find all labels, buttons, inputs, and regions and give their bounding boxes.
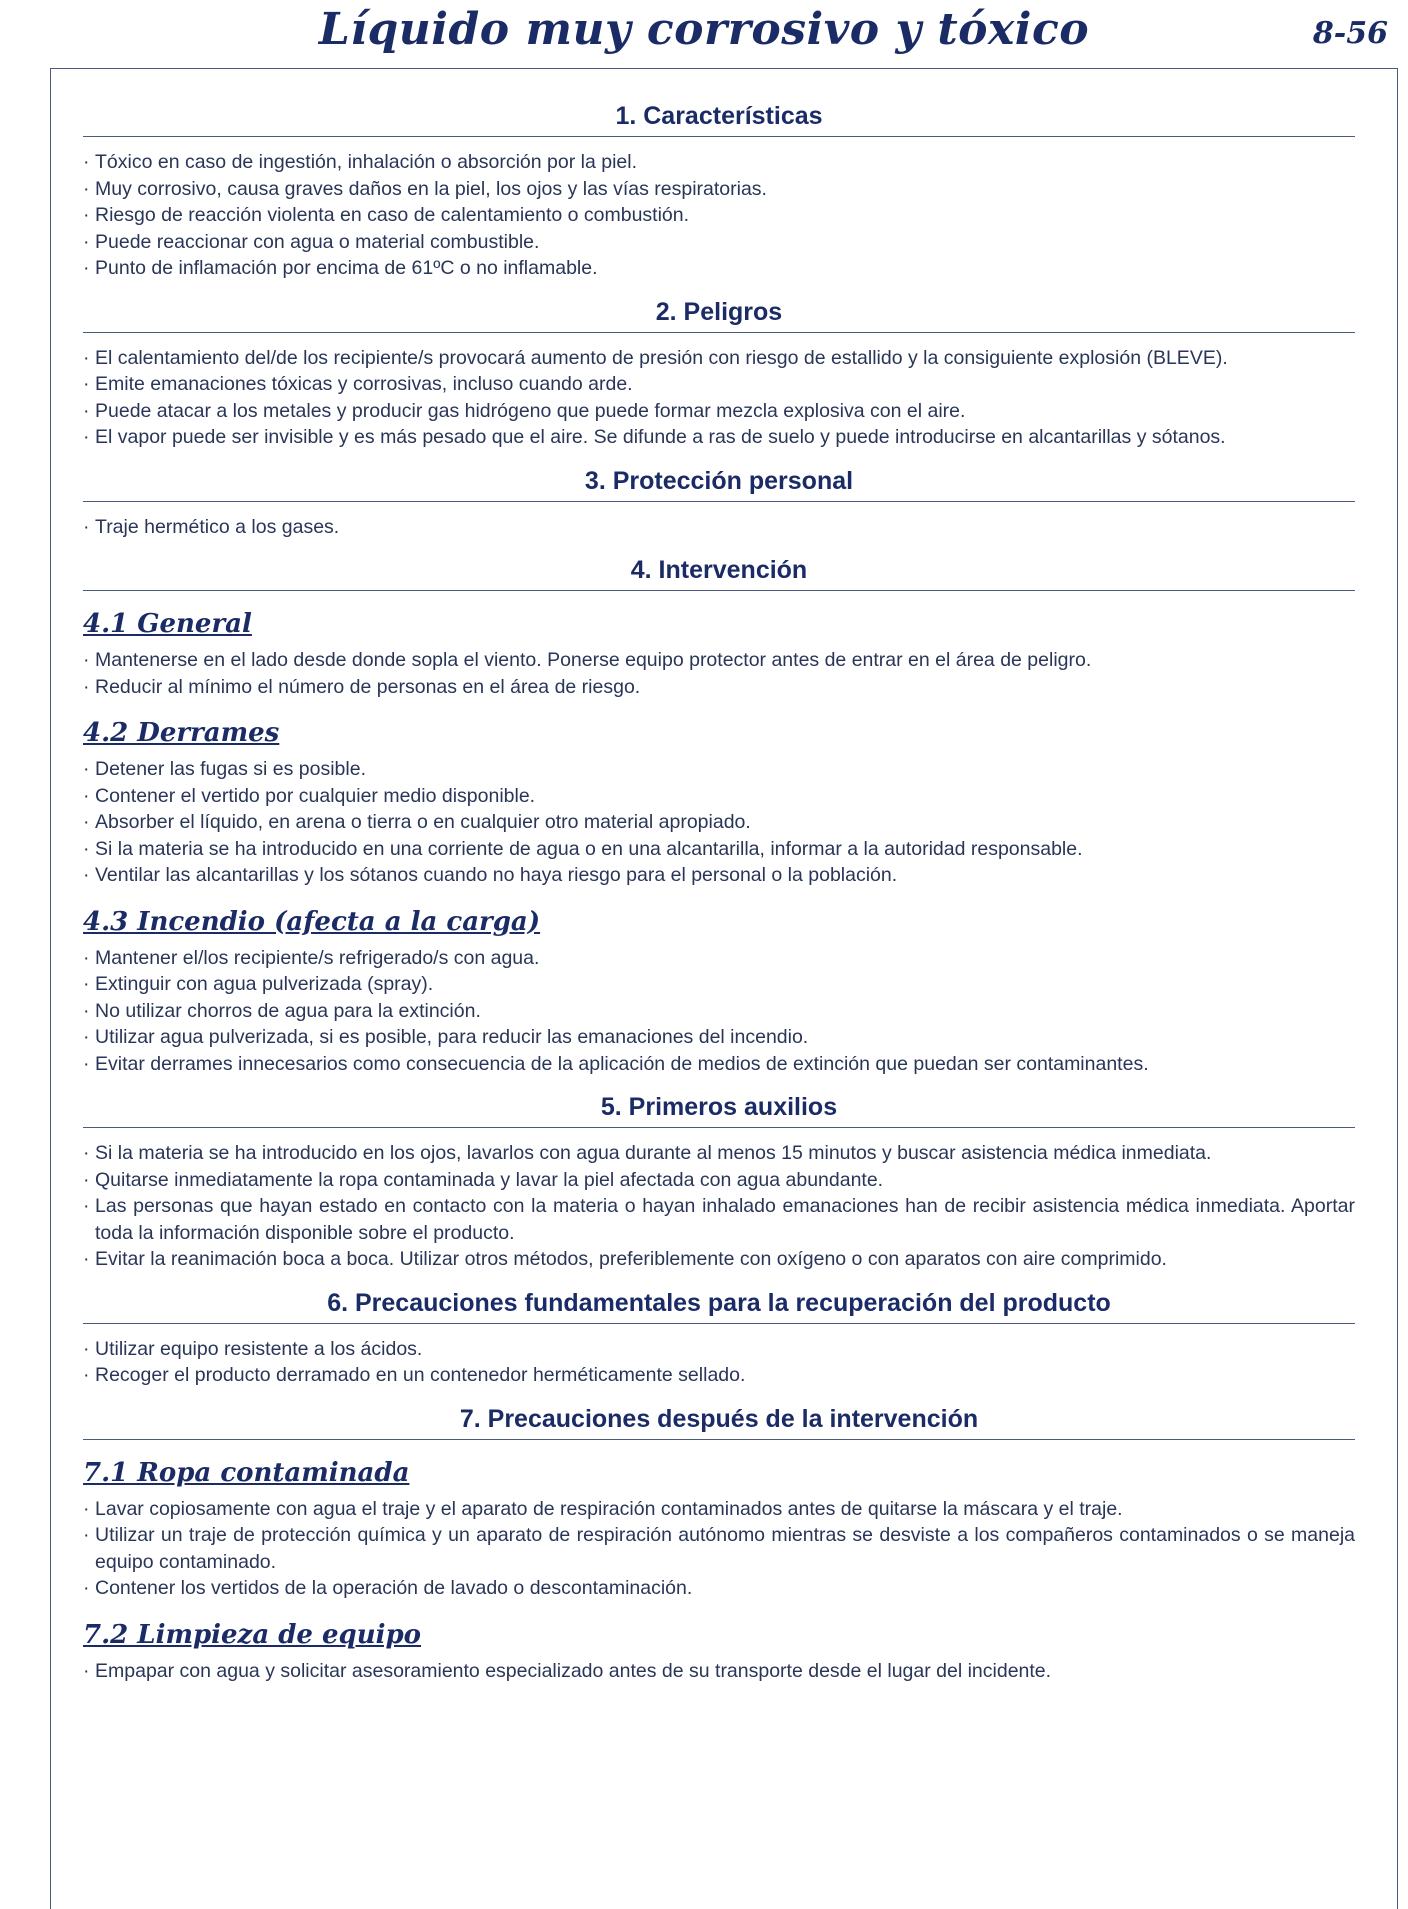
item-list [83,945,1355,1078]
list-item: · Empapar con agua y solicitar asesoramiento especializado antes de su transporte desde el lugar del incidente. [83,1658,1355,1685]
list-item: · Lavar copiosamente con agua el traje y el aparato de respiración contaminados antes de quitarse la máscara y el traje. [83,1496,1355,1523]
section-heading: 5. Primeros auxilios [83,1087,1355,1128]
list-item: · Extinguir con agua pulverizada (spray). [83,971,1355,998]
list-item: · Utilizar un traje de protección química y un aparato de respiración autónomo mientras se desviste a los compañeros contaminados o se maneja equipo contaminado. [83,1522,1355,1575]
content-area [83,96,1355,1694]
list-item: · Reducir al mínimo el número de personas en el área de riesgo. [83,674,1355,701]
page-number: 8-56 [1312,16,1388,51]
section-heading: 6. Precauciones fundamentales para la recuperación del producto [83,1283,1355,1324]
section-intervencion [83,550,1355,1077]
item-list [83,1658,1355,1685]
list-item: · Contener los vertidos de la operación de lavado o descontaminación. [83,1575,1355,1602]
section-heading: 2. Peligros [83,292,1355,333]
item-list [83,1496,1355,1602]
list-item: · Si la materia se ha introducido en los ojos, lavarlos con agua durante al menos 15 minutos y buscar asistencia médica inmediata. [83,1140,1355,1167]
section-heading: 3. Protección personal [83,461,1355,502]
section-caracteristicas [83,96,1355,282]
item-list [83,1336,1355,1389]
list-item: · Emite emanaciones tóxicas y corrosivas, incluso cuando arde. [83,371,1355,398]
list-item: · Absorber el líquido, en arena o tierra o en cualquier otro material apropiado. [83,809,1355,836]
subsection-heading-ropa: 7.1 Ropa contaminada [83,1457,410,1488]
subsection-heading-incendio: 4.3 Incendio (afecta a la carga) [83,906,541,937]
list-item: · Puede atacar a los metales y producir gas hidrógeno que puede formar mezcla explosiva con el aire. [83,398,1355,425]
list-item: · Tóxico en caso de ingestión, inhalación o absorción por la piel. [83,149,1355,176]
item-list [83,149,1355,282]
list-item: · Evitar la reanimación boca a boca. Utilizar otros métodos, preferiblemente con oxígeno o con aparatos con aire comprimido. [83,1246,1355,1273]
list-item: · Utilizar equipo resistente a los ácidos. [83,1336,1355,1363]
section-proteccion-personal [83,461,1355,541]
list-item: · Ventilar las alcantarillas y los sótanos cuando no haya riesgo para el personal o la población. [83,862,1355,889]
item-list [83,514,1355,541]
list-item: · Punto de inflamación por encima de 61ºC o no inflamable. [83,255,1355,282]
list-item: · No utilizar chorros de agua para la extinción. [83,998,1355,1025]
list-item: · Recoger el producto derramado en un contenedor herméticamente sellado. [83,1362,1355,1389]
subsection-heading-general: 4.1 General [83,609,252,639]
section-primeros-auxilios [83,1087,1355,1273]
list-item: · Puede reaccionar con agua o material combustible. [83,229,1355,256]
list-item: · Mantener el/los recipiente/s refrigerado/s con agua. [83,945,1355,972]
list-item: · Utilizar agua pulverizada, si es posible, para reducir las emanaciones del incendio. [83,1024,1355,1051]
subsection-heading-derrames: 4.2 Derrames [83,718,280,748]
list-item: · Quitarse inmediatamente la ropa contaminada y lavar la piel afectada con agua abundante. [83,1167,1355,1194]
list-item: · Si la materia se ha introducido en una corriente de agua o en una alcantarilla, informar a la autoridad responsable. [83,836,1355,863]
list-item: · Traje hermético a los gases. [83,514,1355,541]
list-item: · Riesgo de reacción violenta en caso de calentamiento o combustión. [83,202,1355,229]
section-despues-intervencion [83,1399,1355,1685]
section-recuperacion-producto [83,1283,1355,1389]
list-item: · El vapor puede ser invisible y es más pesado que el aire. Se difunde a ras de suelo y puede introducirse en alcantarillas y sótanos. [83,424,1355,451]
section-peligros [83,292,1355,451]
section-heading: 1. Características [83,96,1355,137]
item-list [83,756,1355,889]
list-item: · Muy corrosivo, causa graves daños en la piel, los ojos y las vías respiratorias. [83,176,1355,203]
section-heading: 4. Intervención [83,550,1355,591]
item-list [83,647,1355,700]
list-item: · Mantenerse en el lado desde donde sopla el viento. Ponerse equipo protector antes de entrar en el área de peligro. [83,647,1355,674]
item-list [83,1140,1355,1273]
list-item: · El calentamiento del/de los recipiente/s provocará aumento de presión con riesgo de estallido y la consiguiente explosión (BLEVE). [83,345,1355,372]
item-list [83,345,1355,451]
list-item: · Contener el vertido por cualquier medio disponible. [83,783,1355,810]
subsection-heading-limpieza: 7.2 Limpieza de equipo [83,1619,422,1650]
document-title: Líquido muy corrosivo y tóxico [318,4,1090,55]
list-item: · Evitar derrames innecesarios como consecuencia de la aplicación de medios de extinción que puedan ser contaminantes. [83,1051,1355,1078]
list-item: · Detener las fugas si es posible. [83,756,1355,783]
list-item: · Las personas que hayan estado en contacto con la materia o hayan inhalado emanaciones han de recibir asistencia médica inmediata. Aportar toda la información disponible sobre el producto. [83,1193,1355,1246]
section-heading: 7. Precauciones después de la intervención [83,1399,1355,1440]
